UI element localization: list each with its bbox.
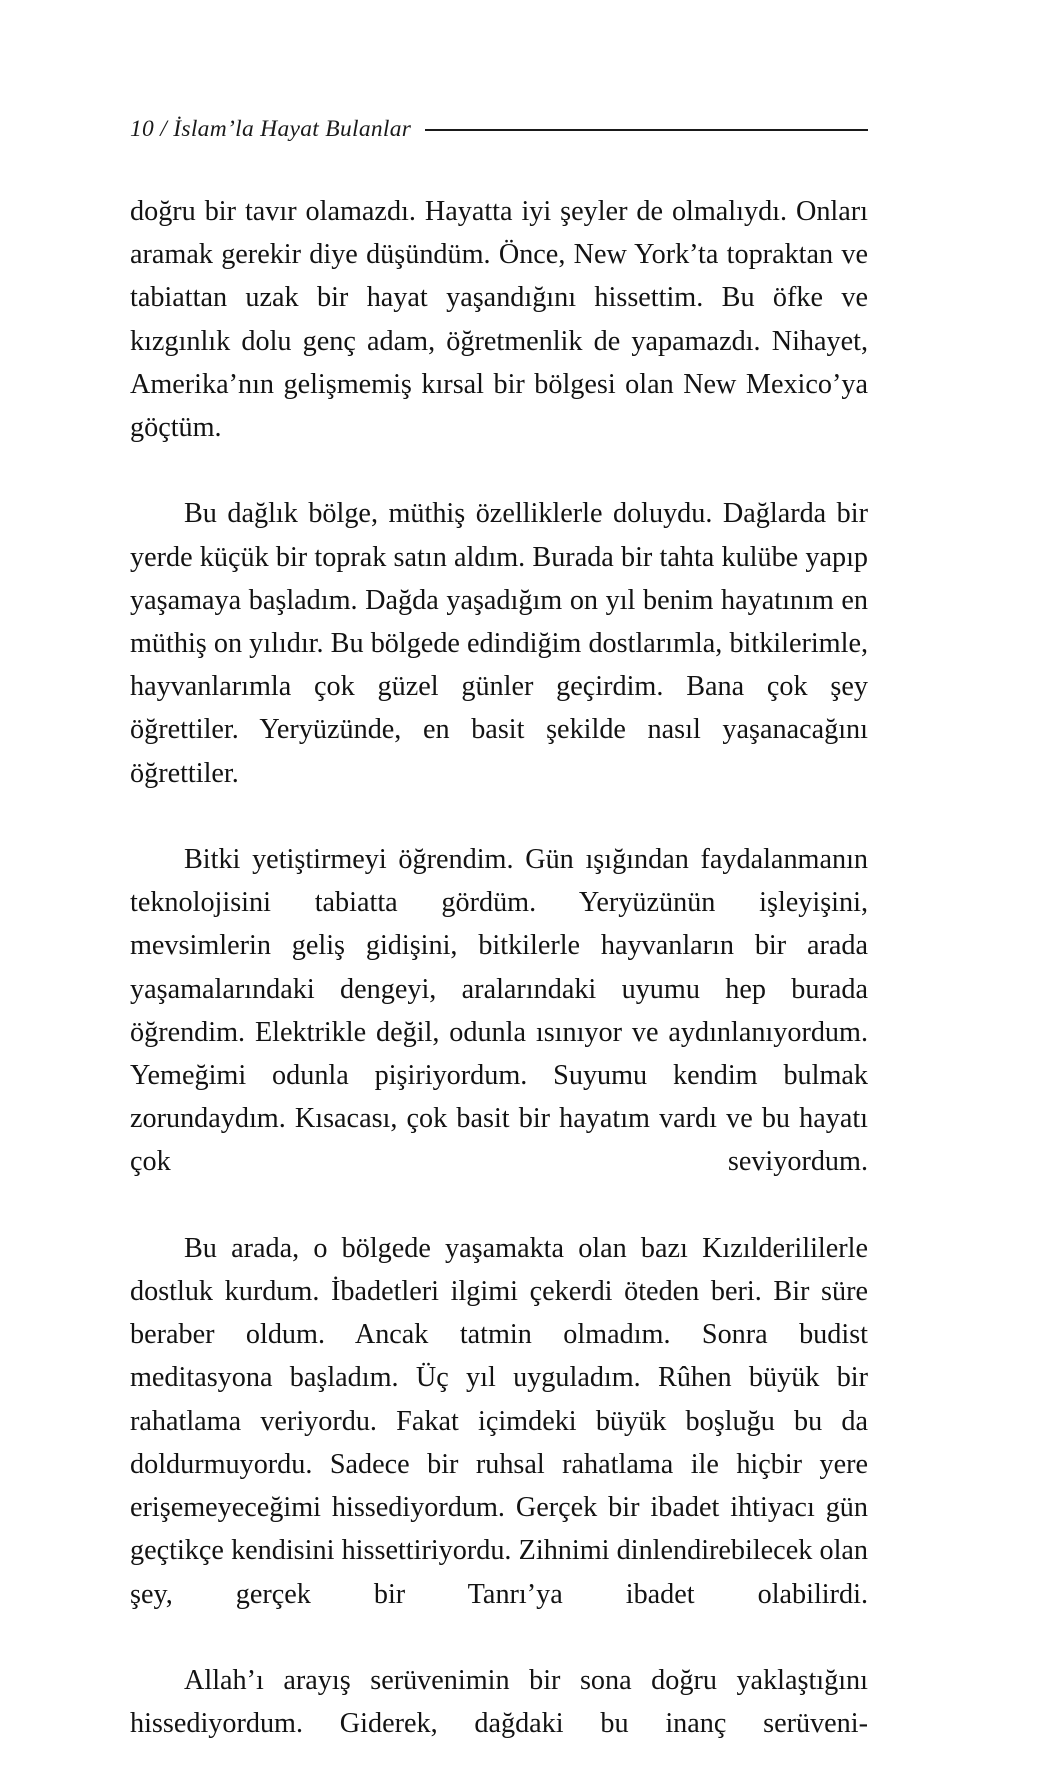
- paragraph: Allah’ı arayış serüvenimin bir sona doğru yaklaştığını hissediyordum. Giderek, dağdaki bu inanç serüveni-: [130, 1664, 868, 1740]
- paragraph: Bu arada, o bölgede yaşamakta olan bazı Kızılderililerle dostluk kurdum. İbadetleri ilgimi çekerdi öteden beri. Bir süre beraber oldum. Ancak tatmin olmadım. Sonra budist meditasyona başladım. Üç yıl uyguladım. Rûhen büyük bir rahatlama veriyordu. Fakat içimdeki büyük boşluğu bu da doldurmuyordu. Sadece bir ruhsal rahatlama ile hiçbir yere erişemeyeceğimi hissediyordum. Gerçek bir ibadet ihtiyacı gün geçtikçe kendisini hissettiriyordu. Zihnimi dinlendirebilecek olan şey, gerçek bir Tanrı’ya ibadet olabilirdi.: [130, 1232, 868, 1610]
- running-header: [130, 112, 868, 146]
- paragraph: Bu dağlık bölge, müthiş özelliklerle doluydu. Dağlarda bir yerde küçük bir toprak satın aldım. Burada bir tahta kulübe yapıp yaşamaya başladım. Dağda yaşadığım on yıl benim hayatınım en müthiş on yılıdır. Bu bölgede edindiğim dostlarımla, bitkilerimle, hayvanlarımla çok güzel günler geçirdim. Bana çok şey öğrettiler. Yeryüzünde, en basit şekilde nasıl yaşanacağını öğrettiler.: [130, 498, 868, 789]
- body-text-column: [130, 190, 868, 1789]
- header-rule-divider: [425, 129, 868, 131]
- page-content: [130, 112, 868, 1789]
- paragraph: doğru bir tavır olamazdı. Hayatta iyi şeyler de olmalıydı. Onları aramak gerekir diye düşündüm. Önce, New York’ta topraktan ve tabiattan uzak bir hayat yaşandığını hissettim. Bu öfke ve kızgınlık dolu genç adam, öğretmenlik de yapamazdı. Nihayet, Amerika’nın gelişmemiş kırsal bir bölgesi olan New Mexico’ya göçtüm.: [130, 196, 868, 444]
- paragraph: Bitki yetiştirmeyi öğrendim. Gün ışığından faydalanmanın teknolojisini tabiatta gördüm. Yeryüzünün işleyişini, mevsimlerin geliş gidişini, bitkilerle hayvanların bir arada yaşamalarındaki dengeyi, aralarındaki uyumu hep burada öğrendim. Elektrikle değil, odunla ısınıyor ve aydınlanıyordum. Yemeğimi odunla pişiriyordum. Suyumu kendim bulmak zorundaydım. Kısacası, çok basit bir hayatım vardı ve bu hayatı çok seviyordum.: [130, 844, 868, 1178]
- running-header-text: 10 / İslam’la Hayat Bulanlar: [130, 115, 412, 142]
